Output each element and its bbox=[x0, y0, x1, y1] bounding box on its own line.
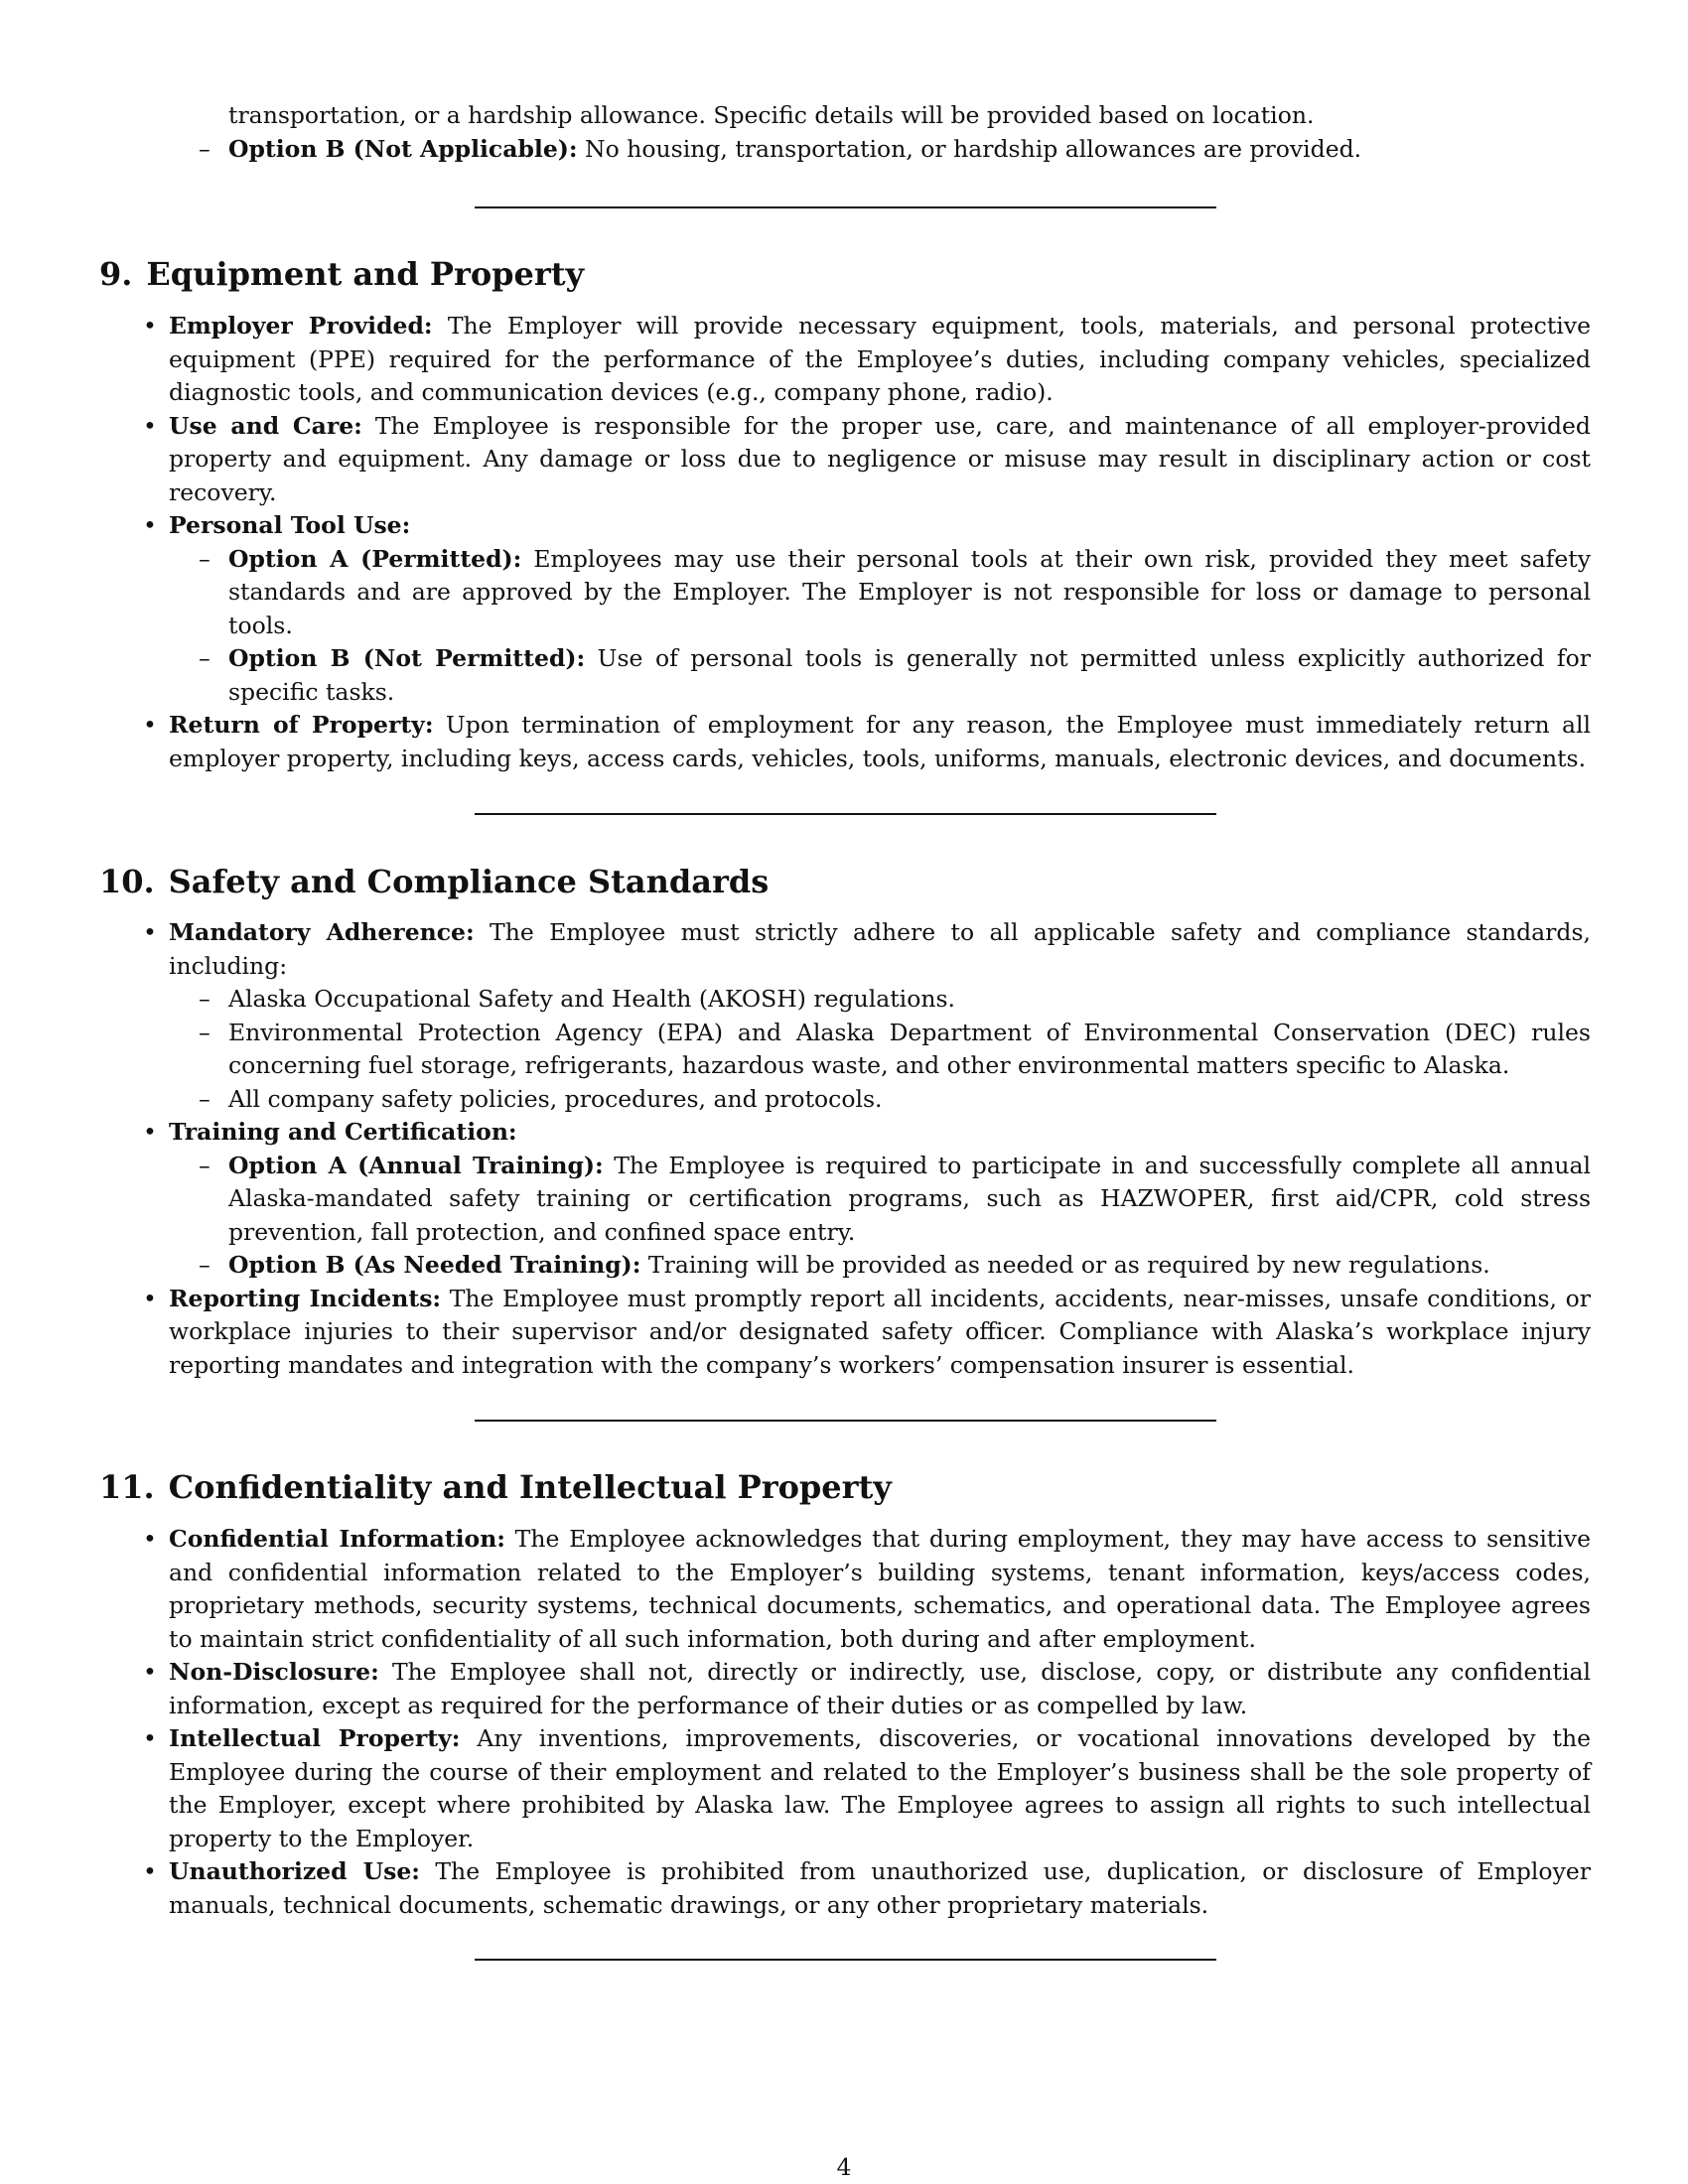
section-title: Confidentiality and Intellectual Property bbox=[168, 1468, 892, 1506]
option-label: Option A (Annual Training): bbox=[228, 1151, 604, 1179]
option-text: Use of personal tools is generally not permitted unless explicitly authorized for specific tasks. bbox=[228, 644, 1591, 706]
section-9-list bbox=[169, 310, 1591, 775]
item-text: Any inventions, improvements, discoveries, or vocational innovations developed by the Employee during the course of their employment and related to the Employer’s business shall be the sole property of the Employer, except where prohibited by Alaska law. The Employee agrees to assign all rights to such intellectual property to the Employer. bbox=[169, 1724, 1591, 1852]
option-text: Employees may use their personal tools at their own risk, provided they meet safety standards and are approved by the Employer. The Employer is not responsible for loss or damage to personal tools. bbox=[228, 544, 1591, 639]
section-heading-11 bbox=[99, 1467, 892, 1507]
sub-item bbox=[228, 1249, 1591, 1283]
item-text: Upon termination of employment for any reason, the Employee must immediately return all employer property, including keys, access cards, vehicles, tools, uniforms, manuals, electronic devices, and documents. bbox=[169, 711, 1591, 772]
list-item bbox=[169, 410, 1591, 510]
section-title: Equipment and Property bbox=[146, 255, 585, 293]
section-number: 10. bbox=[99, 863, 155, 900]
item-text: The Employee shall not, directly or indirectly, use, disclose, copy, or distribute any confidential information, except as required for the performance of their duties or as compelled by law. bbox=[169, 1658, 1591, 1719]
dash-marker: – bbox=[199, 134, 211, 163]
sub-item: – All company safety policies, procedures, and protocols. bbox=[228, 1083, 1591, 1117]
section-number: 11. bbox=[99, 1468, 155, 1506]
carryover-option-b bbox=[199, 133, 1589, 167]
item-label: Personal Tool Use: bbox=[169, 511, 411, 539]
list-item bbox=[169, 310, 1591, 410]
section-divider bbox=[475, 1959, 1216, 1961]
sub-list bbox=[169, 543, 1591, 710]
list-item bbox=[169, 1116, 1591, 1283]
sub-item bbox=[228, 1150, 1591, 1250]
item-label: Mandatory Adherence: bbox=[169, 918, 475, 946]
option-label: Option B (As Needed Training): bbox=[228, 1251, 641, 1279]
item-text: The Employee acknowledges that during employment, they may have access to sensitive and confidential information related to the Employer’s building systems, tenant information, keys/access codes, proprietary methods, security systems, technical documents, schematics, and operational data. The Employee agrees to maintain strict confidentiality of all such information, both during and after employment. bbox=[169, 1525, 1591, 1653]
option-label: Option B (Not Applicable): bbox=[228, 134, 578, 163]
list-item bbox=[169, 709, 1591, 775]
list-item bbox=[169, 1523, 1591, 1656]
option-text: The Employee is required to participate in and successfully complete all annual Alaska-mandated safety training or certification programs, such as HAZWOPER, first aid/CPR, cold stress prevention, fall protection, and confined space entry. bbox=[228, 1151, 1592, 1246]
section-10-list bbox=[169, 916, 1591, 1382]
item-text: The Employer will provide necessary equipment, tools, materials, and personal protective equipment (PPE) required for the performance of the Employee’s duties, including company vehicles, specialized diagnostic tools, and communication devices (e.g., company phone, radio). bbox=[169, 312, 1591, 406]
item-label: Confidential Information: bbox=[169, 1525, 505, 1553]
item-label: Non-Disclosure: bbox=[169, 1658, 379, 1686]
section-11-list bbox=[169, 1523, 1591, 1922]
item-text: The Employee must promptly report all incidents, accidents, near-misses, unsafe conditions, or workplace injuries to their supervisor and/or designated safety officer. Compliance with Alaska’s workplace injury reporting mandates and integration with the company’s workers’ compensation insurer is essential. bbox=[169, 1284, 1591, 1379]
sub-item bbox=[228, 543, 1591, 643]
list-item bbox=[169, 916, 1591, 1116]
list-item bbox=[169, 509, 1591, 709]
sub-list bbox=[169, 1150, 1591, 1283]
sub-item: – Environmental Protection Agency (EPA) and Alaska Department of Environmental Conservation (DEC) rules concerning fuel storage, refrigerants, hazardous waste, and other environmental matters specific to Alaska. bbox=[228, 1017, 1591, 1083]
option-label: Option A (Permitted): bbox=[228, 544, 522, 573]
list-item bbox=[169, 1283, 1591, 1383]
item-label: Employer Provided: bbox=[169, 312, 433, 340]
section-heading-10 bbox=[99, 862, 769, 901]
section-divider bbox=[475, 206, 1216, 208]
list-item bbox=[169, 1855, 1591, 1922]
sub-item: – Alaska Occupational Safety and Health (AKOSH) regulations. bbox=[228, 983, 1591, 1017]
section-title: Safety and Compliance Standards bbox=[168, 863, 770, 900]
item-label: Intellectual Property: bbox=[169, 1724, 461, 1752]
page-number: 4 bbox=[836, 2153, 852, 2181]
option-label: Option B (Not Permitted): bbox=[228, 644, 586, 672]
option-text: Training will be provided as needed or as required by new regulations. bbox=[640, 1251, 1490, 1279]
item-label: Use and Care: bbox=[169, 411, 362, 440]
section-number: 9. bbox=[99, 255, 133, 293]
list-item bbox=[169, 1722, 1591, 1855]
carryover-block bbox=[199, 99, 1589, 166]
item-text: The Employee is prohibited from unauthorized use, duplication, or disclosure of Employer manuals, technical documents, schematic drawings, or any other proprietary materials. bbox=[169, 1857, 1591, 1919]
item-label: Reporting Incidents: bbox=[169, 1284, 442, 1312]
item-text: The Employee must strictly adhere to all applicable safety and compliance standards, including: bbox=[169, 918, 1591, 980]
section-divider bbox=[475, 813, 1216, 815]
carryover-line: transportation, or a hardship allowance. Specific details will be provided based on location. bbox=[228, 101, 1315, 129]
option-text: No housing, transportation, or hardship allowances are provided. bbox=[577, 134, 1362, 163]
item-label: Return of Property: bbox=[169, 711, 434, 739]
sub-list bbox=[169, 983, 1591, 1116]
item-text: The Employee is responsible for the proper use, care, and maintenance of all employer-provided property and equipment. Any damage or loss due to negligence or misuse may result in disciplinary action or cost recovery. bbox=[169, 411, 1591, 506]
sub-item bbox=[228, 642, 1591, 709]
item-label: Training and Certification: bbox=[169, 1118, 517, 1146]
item-label: Unauthorized Use: bbox=[169, 1857, 420, 1885]
list-item bbox=[169, 1656, 1591, 1722]
section-divider bbox=[475, 1420, 1216, 1422]
section-heading-9 bbox=[99, 254, 584, 294]
